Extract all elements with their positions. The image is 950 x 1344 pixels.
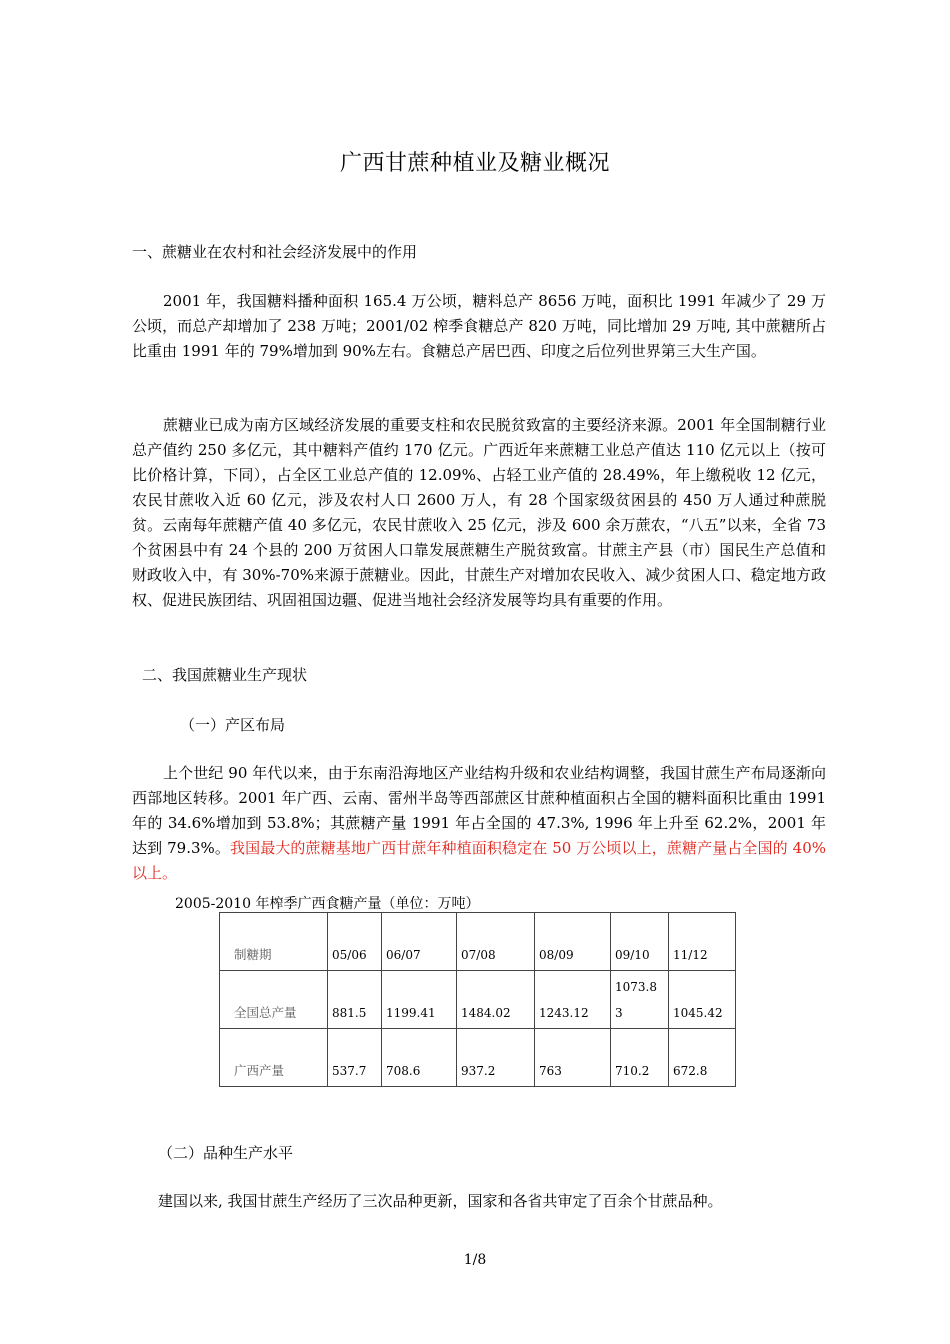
subsection-2-heading: （二）品种生产水平 bbox=[158, 1144, 294, 1162]
table-header-cell: 06/07 bbox=[382, 913, 457, 971]
table-cell: 1199.41 bbox=[382, 971, 457, 1029]
table-cell: 537.7 bbox=[328, 1029, 382, 1087]
table-cell: 1484.02 bbox=[457, 971, 535, 1029]
document-title: 广西甘蔗种植业及糖业概况 bbox=[339, 151, 610, 176]
table-cell: 708.6 bbox=[382, 1029, 457, 1087]
paragraph-3-highlight: 我国最大的蔗糖基地广西甘蔗年种植面积稳定在 50 万公顷以上，蔗糖产量占全国的 40%以上。 bbox=[132, 839, 826, 882]
table-header-row bbox=[220, 913, 736, 971]
table-row bbox=[220, 1029, 736, 1087]
table-caption: 2005-2010 年榨季广西食糖产量（单位：万吨） bbox=[175, 896, 480, 912]
paragraph-2: 蔗糖业已成为南方区域经济发展的重要支柱和农民脱贫致富的主要经济来源。2001 年全国制糖行业总产值约 250 多亿元，其中糖料产值约 170 亿元。广西近年来蔗糖工业总产值达 110 亿元以上（按可比价格计算，下同），占全区工业总产值的 12.09%、占轻工业产值的 28.49%，年上缴税收 12 亿元，农民甘蔗收入近 60 亿元，涉及农村人口 2600 万人，有 28 个国家级贫困县的 450 万人通过种蔗脱贫。云南每年蔗糖产值 40 多亿元，农民甘蔗收入 25 亿元，涉及 600 余万蔗农，“八五”以来，全省 73 个贫困县中有 24 个县的 200 万贫困人口靠发展蔗糖生产脱贫致富。甘蔗主产县（市）国民生产总值和财政收入中，有 30%-70%来源于蔗糖业。因此，甘蔗生产对增加农民收入、减少贫困人口、稳定地方政权、促进民族团结、巩固祖国边疆、促进当地社会经济发展等均具有重要的作用。 bbox=[132, 416, 826, 609]
table-cell: 1243.12 bbox=[535, 971, 611, 1029]
paragraph-3-text: 上个世纪 90 年代以来，由于东南沿海地区产业结构升级和农业结构调整，我国甘蔗生产布局逐渐向西部地区转移。2001 年广西、云南、雷州半岛等西部蔗区甘蔗种植面积占全国的糖料面积比重由 1991 年的 34.6%增加到 53.8%；其蔗糖产量 1991 年占全国的 47.3%, 1996 年上升至 62.2%，2001 年达到 79.3%。 bbox=[132, 764, 826, 857]
table-cell: 881.5 bbox=[328, 971, 382, 1029]
table-header-cell: 11/12 bbox=[669, 913, 736, 971]
table-header-cell: 制糖期 bbox=[220, 913, 328, 971]
table-header-cell: 08/09 bbox=[535, 913, 611, 971]
table-header-cell: 09/10 bbox=[611, 913, 669, 971]
table-row bbox=[220, 971, 736, 1029]
table-cell: 1073.83 bbox=[611, 971, 669, 1029]
paragraph-3 bbox=[132, 761, 826, 886]
table-header-cell: 05/06 bbox=[328, 913, 382, 971]
table-cell: 全国总产量 bbox=[220, 971, 328, 1029]
section-2-heading: 二、我国蔗糖业生产现状 bbox=[142, 666, 308, 684]
table-cell: 763 bbox=[535, 1029, 611, 1087]
section-1-heading: 一、蔗糖业在农村和社会经济发展中的作用 bbox=[132, 243, 418, 261]
table-header-cell: 07/08 bbox=[457, 913, 535, 971]
table-cell: 710.2 bbox=[611, 1029, 669, 1087]
table-cell: 937.2 bbox=[457, 1029, 535, 1087]
paragraph-1: 2001 年，我国糖料播种面积 165.4 万公顷，糖料总产 8656 万吨，面积比 1991 年减少了 29 万公顷，而总产却增加了 238 万吨；2001/02 榨季食糖总产 820 万吨，同比增加 29 万吨, 其中蔗糖所占比重由 1991 年的 79%增加到 90%左右。食糖总产居巴西、印度之后位列世界第三大生产国。 bbox=[132, 292, 826, 360]
table-cell: 广西产量 bbox=[220, 1029, 328, 1087]
subsection-1-heading: （一）产区布局 bbox=[180, 716, 286, 734]
table-cell: 1045.42 bbox=[669, 971, 736, 1029]
paragraph-4: 建国以来, 我国甘蔗生产经历了三次品种更新，国家和各省共审定了百余个甘蔗品种。 bbox=[158, 1192, 723, 1210]
sugar-production-table bbox=[219, 912, 736, 1087]
table-cell: 672.8 bbox=[669, 1029, 736, 1087]
page-number: 1/8 bbox=[463, 1252, 487, 1268]
